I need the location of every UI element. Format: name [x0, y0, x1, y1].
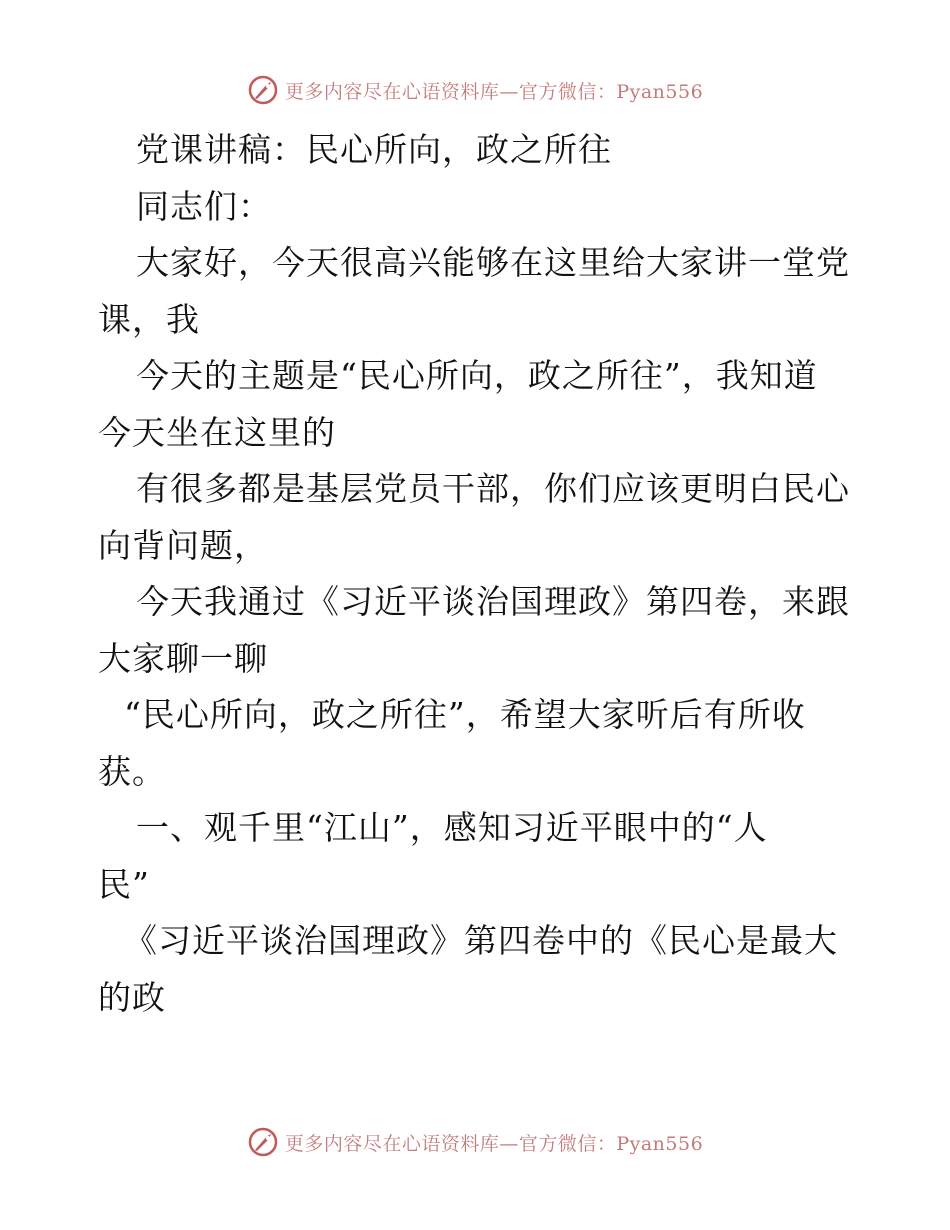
- doc-line: 大家好，今天很高兴能够在这里给大家讲一堂党: [136, 243, 850, 282]
- doc-line: 民”: [98, 864, 150, 904]
- header-watermark: [0, 70, 950, 110]
- doc-section-heading: 一、观千里“江山”，感知习近平眼中的“人: [136, 808, 768, 847]
- doc-line: 的政: [98, 977, 166, 1017]
- doc-line: 课，我: [98, 299, 200, 339]
- watermark-text: 更多内容尽在心语资料库—官方微信：Pyan556: [284, 1132, 704, 1155]
- document-body: [98, 122, 858, 1026]
- doc-line: 今天的主题是“民心所向，政之所往”，我知道: [136, 356, 818, 395]
- doc-line: “民心所向，政之所往”，希望大家听后有所收: [124, 695, 806, 734]
- doc-line: 大家聊一聊: [98, 638, 268, 678]
- doc-line: 向背问题，: [98, 525, 268, 565]
- doc-line: 今天坐在这里的: [98, 412, 336, 452]
- doc-line: 同志们：: [136, 186, 272, 226]
- quill-logo-icon: [247, 74, 279, 106]
- quill-logo-icon: [247, 1126, 279, 1158]
- doc-line: 有很多都是基层党员干部，你们应该更明白民心: [136, 469, 850, 508]
- doc-line: 获。: [98, 751, 166, 791]
- doc-line: 今天我通过《习近平谈治国理政》第四卷，来跟: [136, 582, 850, 621]
- doc-line: 《习近平谈治国理政》第四卷中的《民心是最大: [124, 921, 838, 960]
- doc-title: 党课讲稿：民心所向，政之所往: [136, 130, 612, 169]
- footer-watermark: [0, 1122, 950, 1162]
- watermark-text: 更多内容尽在心语资料库—官方微信：Pyan556: [284, 80, 704, 103]
